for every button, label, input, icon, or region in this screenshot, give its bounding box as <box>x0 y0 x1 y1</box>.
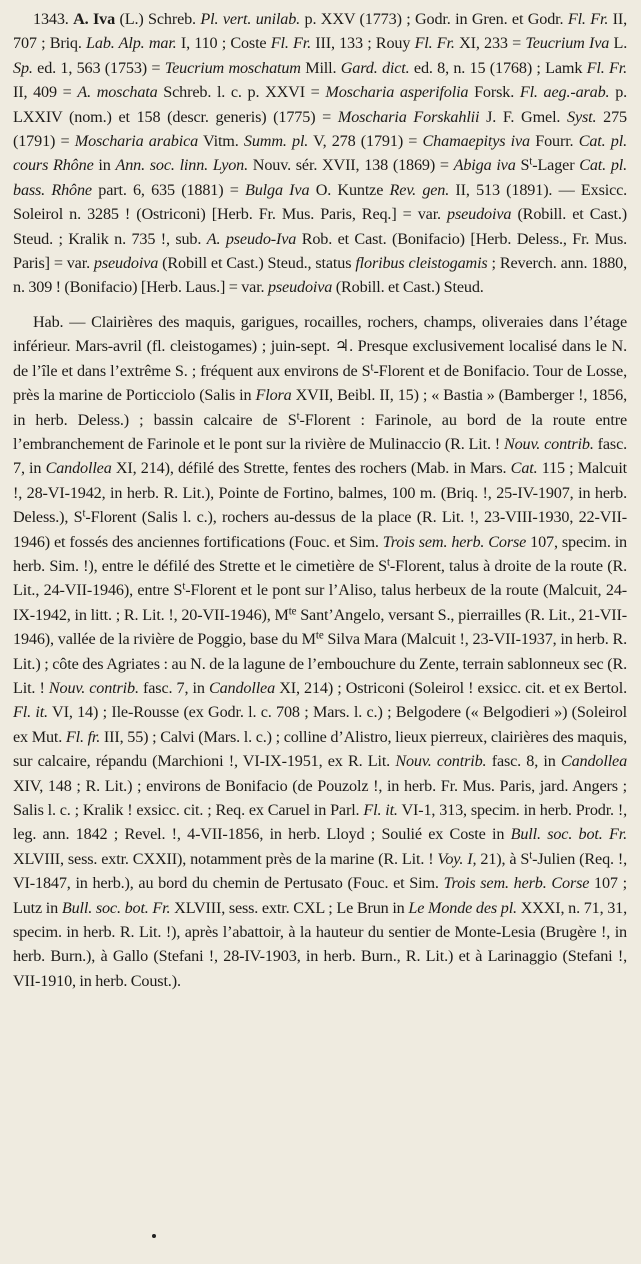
synonym: A. <box>77 83 91 102</box>
synonym: Teucrium moschatum <box>164 58 301 77</box>
species-name: A. Iva <box>73 10 116 28</box>
perennial-symbol: ♃ <box>334 337 350 356</box>
synonym: Moscharia arabica <box>74 132 199 151</box>
synonym: Teucrium Iva <box>525 34 610 53</box>
stray-print-dot <box>152 1234 156 1238</box>
citation-title: Pl. vert. unilab. <box>200 10 301 28</box>
synonym: Bulga Iva <box>245 180 310 199</box>
species-entry-paragraph: 1343. A. Iva (L.) Schreb. Pl. vert. unilab. p. XXV (1773) ; Godr. in Gren. et Godr. Fl. Fr. II, 707 ; Briq. Lab. Alp. mar. I, 110 ; Coste Fl. Fr. III, 133 ; Rouy Fl. Fr. XI, 233 = Teucrium Iva L. Sp. ed. 1, 563 (1753) = Teucrium moschatum Mill. Gard. dict. ed. 8, n. 15 (1768) ; Lamk Fl. Fr. II, 409 = A. moschata Schreb. l. c. p. XXVI = Moscharia asperifolia Forsk. Fl. aeg.-arab. p. LXXIV (nom.) et 158 (descr. generis) (1775) = Moscharia Forskahlii J. F. Gmel. Syst. 275 (1791) = Moscharia arabica Vitm. Summ. pl. V, 278 (1791) = Chamaepitys iva Fourr. Cat. pl. cours Rhône in Ann. soc. linn. Lyon. Nouv. sér. XVII, 138 (1869) = Abiga iva $S^t$-Lager Cat. pl. bass. Rhône part. 6, 635 (1881) = Bulga Iva O. Kuntze Rev. gen. II, 513 (1891). — Exsicc. Soleirol n. 3285 ! (Ostriconi) [Herb. Fr. Mus. Paris, Req.] = var. pseudoiva (Robill. et Cast.) Steud. ; Kralik n. 735 !, sub. A. pseudo-Iva Rob. et Cast. (Bonifacio) [Herb. Deless., Fr. Mus. Paris] = var. pseudoiva (Robill et Cast.) Steud., status floribus cleistogamis ; Reverch. ann. 1880, n. 309 ! (Bonifacio) [Herb. Laus.] = var. pseudoiva (Robill. et Cast.) Steud. <box>13 10 628 297</box>
synonym: Chamaepitys iva <box>422 132 530 151</box>
habitat-paragraph: Hab. — Clairières des maquis, garigues, rocailles, rochers, champs, oliveraies dans l’étage inférieur. Mars-avril (fl. cleistogames) ; juin-sept. ♃. Presque exclusivement localisé dans le N. de l’île et dans l’extrême S. ; fréquent aux environs de $S^t$-Florent et de Bonifacio. Tour de Losse, près la marine de Porticciolo (Salis in Flora XVII, Beibl. II, 15) ; « Bastia » (Bamberger !, 1856, in herb. Deless.) ; bassin calcaire de $S^t$-Florent : Farinole, au bord de la route entre l’embranchement de Farinole et le pont sur la rivière de Mulinaccio (R. Lit. ! Nouv. contrib. fasc. 7, in Candollea XI, 214), défilé des Strette, fentes des rochers (Mab. in Mars. Cat. 115 ; Malcuit !, 28-VI-1942, in herb. R. Lit.), Pointe de Fortino, balmes, 100 m. (Briq. !, 25-IV-1907, in herb. Deless.), $S^t$-Florent (Salis l. c.), rochers au-dessus de la place (R. Lit. !, 23-VIII-1930, 22-VII-1946) et fossés des anciennes fortifications (Fouc. et Sim. Trois sem. herb. Corse 107, specim. in herb. Sim. !), entre le défilé des Strette et le cimetière de $S^t$-Florent, talus à droite de la route (R. Lit., 24-VII-1946), entre $S^t$-Florent et le pont sur l’Aliso, talus herbeux de la route (Malcuit, 24-IX-1942, in litt. ; R. Lit. !, 20-VII-1946), $M^{te}$ Sant’Angelo, versant S., pierrailles (R. Lit., 21-VII-1946), vallée de la rivière de Poggio, base du $M^{te}$ Silva Mara (Malcuit !, 23-VII-1937, in herb. R. Lit.) ; côte des Agriates : au N. de la lagune de l’embouchure du Zente, terrain sablonneux sec (R. Lit. ! Nouv. contrib. fasc. 7, in Candollea XI, 214) ; Ostriconi (Soleirol ! exsicc. cit. et ex Bertol. Fl. it. VI, 14) ; Ile-Rousse (ex Godr. l. c. 708 ; Mars. l. c.) ; Belgodere (« Belgodieri ») (Soleirol ex Mut. Fl. fr. III, 55) ; Calvi (Mars. l. c.) ; colline d’Alistro, lieux pierreux, clairières des maquis, sur calcaire, répandu (Marchioni !, VI-IX-1951, ex R. Lit. Nouv. contrib. fasc. 8, in Candollea XIV, 148 ; R. Lit.) ; environs de Bonifacio (de Pouzolz !, in herb. Fr. Mus. Paris, jard. Angers ; Salis l. c. ; Kralik ! exsicc. cit. ; Req. ex Caruel in Parl. Fl. it. VI-1, 313, specim. in herb. Prodr. !, leg. ann. 1842 ; Revel. !, 4-VII-1856, in herb. Lloyd ; Soulié ex Coste in Bull. soc. bot. Fr. XLVIII, sess. extr. CXXII), notamment près de la marine (R. Lit. ! Voy. I, 21), à $S^t$-Julien (Req. !, VI-1847, in herb.), au bord du chemin de Pertusato (Fouc. et Sim. Trois sem. herb. Corse 107 ; Lutz in Bull. soc. bot. Fr. XLVIII, sess. extr. CXL ; Le Brun in Le Monde des pl. XXXI, n. 71, 31, specim. in herb. R. Lit. !), après l’abattoir, à la hauteur du sentier de Monte-Lesia (Brugère !, in herb. Burn.), à Gallo (Stefani !, 28-IV-1903, in herb. Burn., R. Lit.) et à Larinaggio (Stefani !, VII-1910, in herb. Coust.). <box>13 312 628 990</box>
synonym: Abiga iva <box>453 156 516 175</box>
species-authors: (L.) Schreb. <box>119 10 196 28</box>
synonym: Moscharia Forskahlii <box>337 107 480 126</box>
entry-number: 1343. <box>33 10 69 28</box>
synonym: Moscharia asperifolia <box>325 83 469 102</box>
